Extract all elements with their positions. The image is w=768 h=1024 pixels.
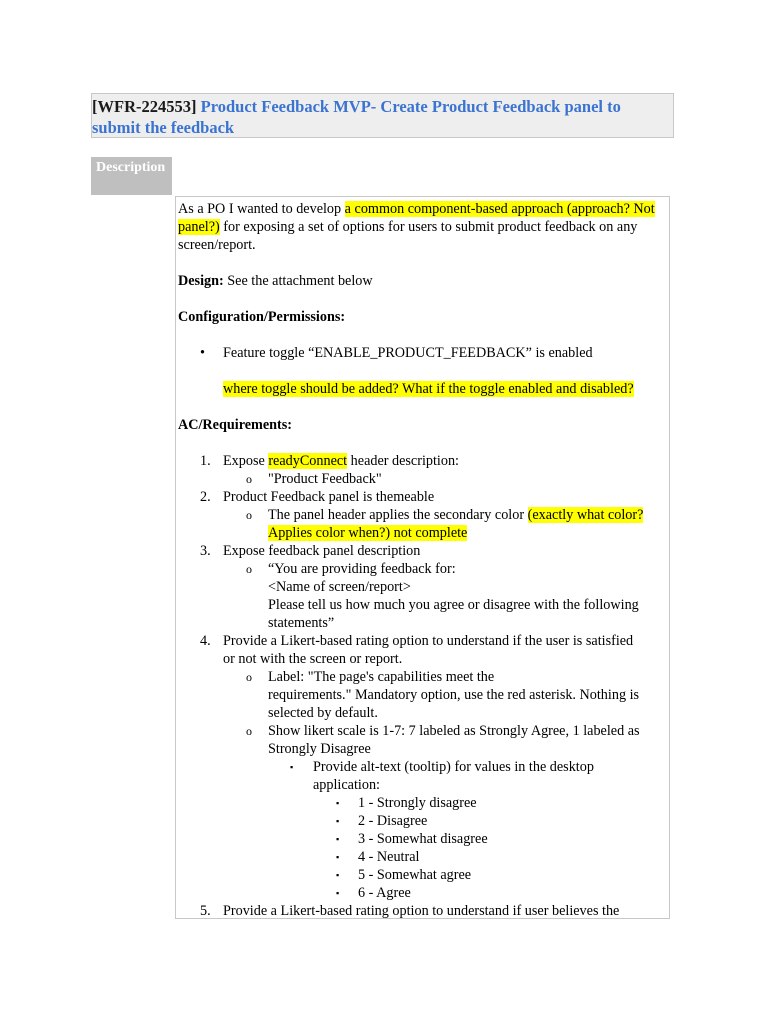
issue-title-bar: [91, 93, 674, 138]
circle-bullet-icon: o: [246, 724, 252, 738]
ac-item-1-text: Expose: [223, 453, 269, 469]
circle-bullet-icon: o: [246, 472, 252, 486]
bullet-icon: •: [200, 345, 205, 361]
ac-item-2-highlight: (exactly what color?: [527, 507, 644, 523]
ac-item-4-label-text: Label: "The page's capabilities meet the: [268, 669, 495, 685]
intro-highlight: a common component-based approach (approach? Not panel?): [178, 201, 655, 235]
ac-item-1-sub-text: "Product Feedback": [268, 471, 382, 487]
likert-value: [178, 866, 667, 884]
square-bullet-icon: ▪: [336, 870, 340, 880]
square-bullet-icon: ▪: [336, 852, 340, 862]
ac-item-3-line-4: statements”: [268, 615, 335, 631]
intro-paragraph: [178, 200, 667, 254]
circle-bullet-icon: o: [246, 508, 252, 522]
config-question-text: where toggle should be added? What if the toggle enabled and disabled?: [223, 381, 634, 397]
design-line: [178, 272, 667, 290]
list-number: 1.: [200, 453, 211, 469]
likert-value-text: 1 - Strongly disagree: [358, 795, 477, 811]
likert-value: [178, 812, 667, 830]
ac-item-1-sub: [178, 470, 667, 488]
ac-item-2-sub-text: The panel header applies the secondary color: [268, 507, 528, 523]
list-number: 5.: [200, 903, 211, 919]
list-number: 2.: [200, 489, 211, 505]
ac-item-3-line: “You are providing feedback for:: [268, 561, 456, 577]
issue-title-link[interactable]: Product Feedback MVP- Create Product Feedback panel to submit the feedback: [92, 97, 621, 137]
ac-item-3-line-3: Please tell us how much you agree or disagree with the following: [268, 597, 639, 613]
likert-value-text: 5 - Somewhat agree: [358, 867, 472, 883]
likert-value: [178, 884, 667, 902]
design-label: Design:: [178, 273, 224, 289]
likert-value: [178, 848, 667, 866]
ac-item-4-scale-line-2: Strongly Disagree: [268, 741, 371, 757]
list-number: 4.: [200, 633, 211, 649]
intro-text: As a PO I wanted to develop: [178, 201, 345, 217]
likert-value: [178, 794, 667, 812]
ac-item-4-label-line-2: requirements." Mandatory option, use the red asterisk. Nothing is: [268, 687, 640, 703]
square-bullet-icon: ▪: [336, 816, 340, 826]
design-text: See the attachment below: [223, 273, 373, 289]
list-number: 3.: [200, 543, 211, 559]
config-bullet-text: Feature toggle “ENABLE_PRODUCT_FEEDBACK” is enabled: [223, 345, 593, 361]
config-question: [178, 380, 667, 398]
ac-item-4-label-line-3: selected by default.: [268, 705, 378, 721]
ac-item-2-sub: [178, 506, 667, 524]
ac-item-3: [178, 542, 667, 560]
ac-item-5-text: Provide a Likert-based rating option to understand if user believes the: [223, 903, 620, 919]
ac-heading: AC/Requirements:: [178, 417, 293, 433]
ac-item-4-scale-text: Show likert scale is 1-7: 7 labeled as Strongly Agree, 1 labeled as: [268, 723, 640, 739]
ac-item-3-text: Expose feedback panel description: [223, 543, 421, 559]
intro-text-end: for exposing a set of options for users to submit product feedback on any screen/report.: [178, 219, 638, 253]
likert-value-text: 6 - Agree: [358, 885, 411, 901]
description-label: Description: [91, 157, 172, 195]
ac-item-4-text: Provide a Likert-based rating option to understand if the user is satisfied: [223, 633, 634, 649]
likert-value-text: 4 - Neutral: [358, 849, 420, 865]
ac-item-1: [178, 452, 667, 470]
square-bullet-icon: ▪: [336, 888, 340, 898]
ac-item-4-alt-line-2: application:: [313, 777, 380, 793]
circle-bullet-icon: o: [246, 562, 252, 576]
ac-item-3-line-2: <Name of screen/report>: [268, 579, 411, 595]
square-bullet-icon: ▪: [336, 798, 340, 808]
square-bullet-icon: ▪: [290, 762, 294, 772]
ac-item-5: [178, 902, 667, 919]
ac-item-2-text: Product Feedback panel is themeable: [223, 489, 435, 505]
config-heading: Configuration/Permissions:: [178, 309, 346, 325]
likert-value-text: 3 - Somewhat disagree: [358, 831, 488, 847]
ac-item-4: [178, 632, 667, 650]
ac-item-4-label: [178, 668, 667, 686]
ac-item-4-alt-text: Provide alt-text (tooltip) for values in the desktop: [313, 759, 594, 775]
ac-item-2: [178, 488, 667, 506]
ac-item-1-highlight: readyConnect: [268, 453, 348, 469]
likert-value-text: 2 - Disagree: [358, 813, 428, 829]
ac-item-2-highlight-2: Applies color when?) not complete: [268, 525, 468, 541]
circle-bullet-icon: o: [246, 670, 252, 684]
issue-key: [WFR-224553]: [92, 97, 197, 116]
ac-item-4-scale: [178, 722, 667, 740]
config-bullet: [178, 344, 667, 362]
ac-item-4-line-2: or not with the screen or report.: [223, 651, 403, 667]
ac-item-4-alt: [178, 758, 667, 776]
description-body: [175, 196, 670, 919]
ac-item-3-sub: [178, 560, 667, 578]
square-bullet-icon: ▪: [336, 834, 340, 844]
ac-item-1-text-end: header description:: [347, 453, 460, 469]
ac-item-2-sub-cont: [178, 524, 667, 542]
likert-value: [178, 830, 667, 848]
